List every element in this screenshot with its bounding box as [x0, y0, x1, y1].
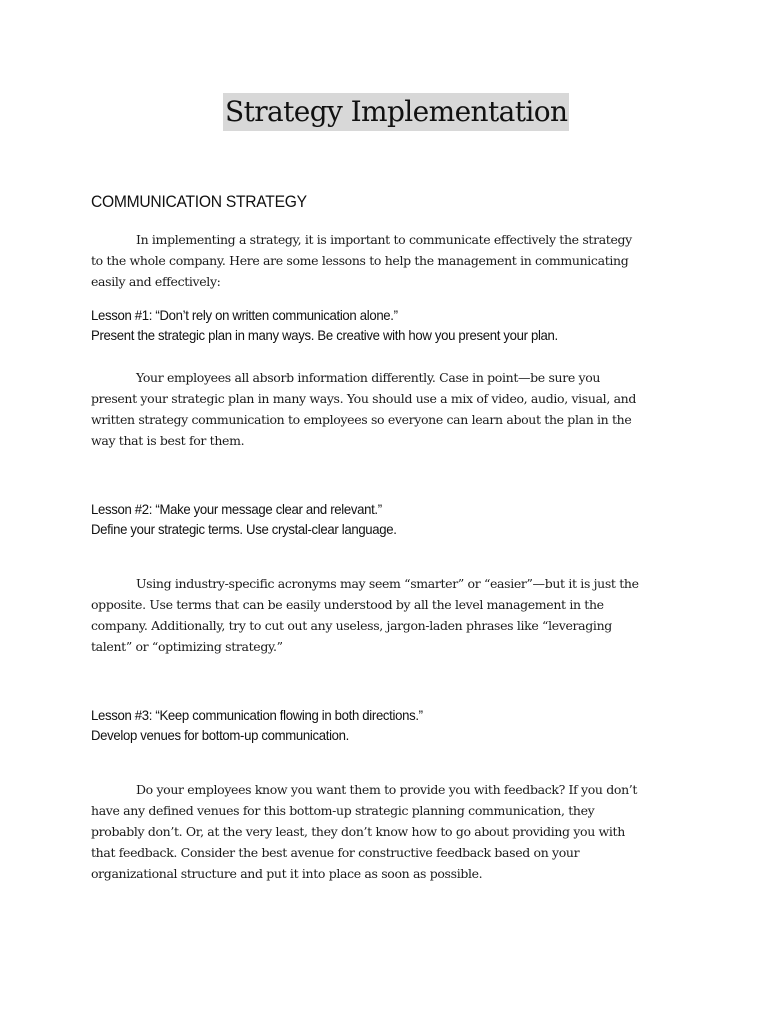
- lesson-3-heading: Lesson #3: “Keep communication flowing in both directions.”: [91, 707, 423, 723]
- document-title: Strategy Implementation: [223, 93, 569, 131]
- lesson-2-subheading: Define your strategic terms. Use crystal-clear language.: [91, 521, 397, 537]
- lesson-2-heading: Lesson #2: “Make your message clear and relevant.”: [91, 501, 382, 517]
- paragraph-line: talent” or “optimizing strategy.”: [91, 639, 283, 654]
- lesson-1-heading-block: [91, 305, 558, 345]
- paragraph-line: company. Additionally, try to cut out any useless, jargon-laden phrases like “leveraging: [91, 618, 612, 633]
- lesson-3-paragraph: [91, 779, 691, 884]
- paragraph-line: Your employees all absorb information differently. Case in point—be sure you: [136, 370, 601, 385]
- intro-paragraph: [91, 229, 691, 292]
- paragraph-line: In implementing a strategy, it is important to communicate effectively the strategy: [136, 232, 632, 247]
- paragraph-line: written strategy communication to employees so everyone can learn about the plan in the: [91, 412, 632, 427]
- paragraph-line: probably don’t. Or, at the very least, they don’t know how to go about providing you with: [91, 824, 625, 839]
- lesson-1-paragraph: [91, 367, 691, 451]
- lesson-2-paragraph: [91, 573, 691, 657]
- paragraph-line: organizational structure and put it into place as soon as possible.: [91, 866, 483, 881]
- paragraph-line: Do your employees know you want them to provide you with feedback? If you don’t: [136, 782, 638, 797]
- section-heading: COMMUNICATION STRATEGY: [91, 192, 307, 211]
- paragraph-line: to the whole company. Here are some lessons to help the management in communicating: [91, 253, 629, 268]
- paragraph-line: opposite. Use terms that can be easily understood by all the level management in the: [91, 597, 604, 612]
- lesson-1-subheading: Present the strategic plan in many ways. Be creative with how you present your plan.: [91, 327, 558, 343]
- paragraph-line: present your strategic plan in many ways. You should use a mix of video, audio, visual, and: [91, 391, 637, 406]
- paragraph-line: way that is best for them.: [91, 433, 245, 448]
- paragraph-line: easily and effectively:: [91, 274, 221, 289]
- lesson-2-heading-block: [91, 499, 397, 539]
- lesson-3-heading-block: [91, 705, 423, 745]
- lesson-3-subheading: Develop venues for bottom-up communication.: [91, 727, 349, 743]
- paragraph-line: that feedback. Consider the best avenue for constructive feedback based on your: [91, 845, 580, 860]
- lesson-1-heading: Lesson #1: “Don’t rely on written communication alone.”: [91, 307, 398, 323]
- paragraph-line: have any defined venues for this bottom-up strategic planning communication, they: [91, 803, 595, 818]
- paragraph-line: Using industry-specific acronyms may seem “smarter” or “easier”—but it is just the: [136, 576, 639, 591]
